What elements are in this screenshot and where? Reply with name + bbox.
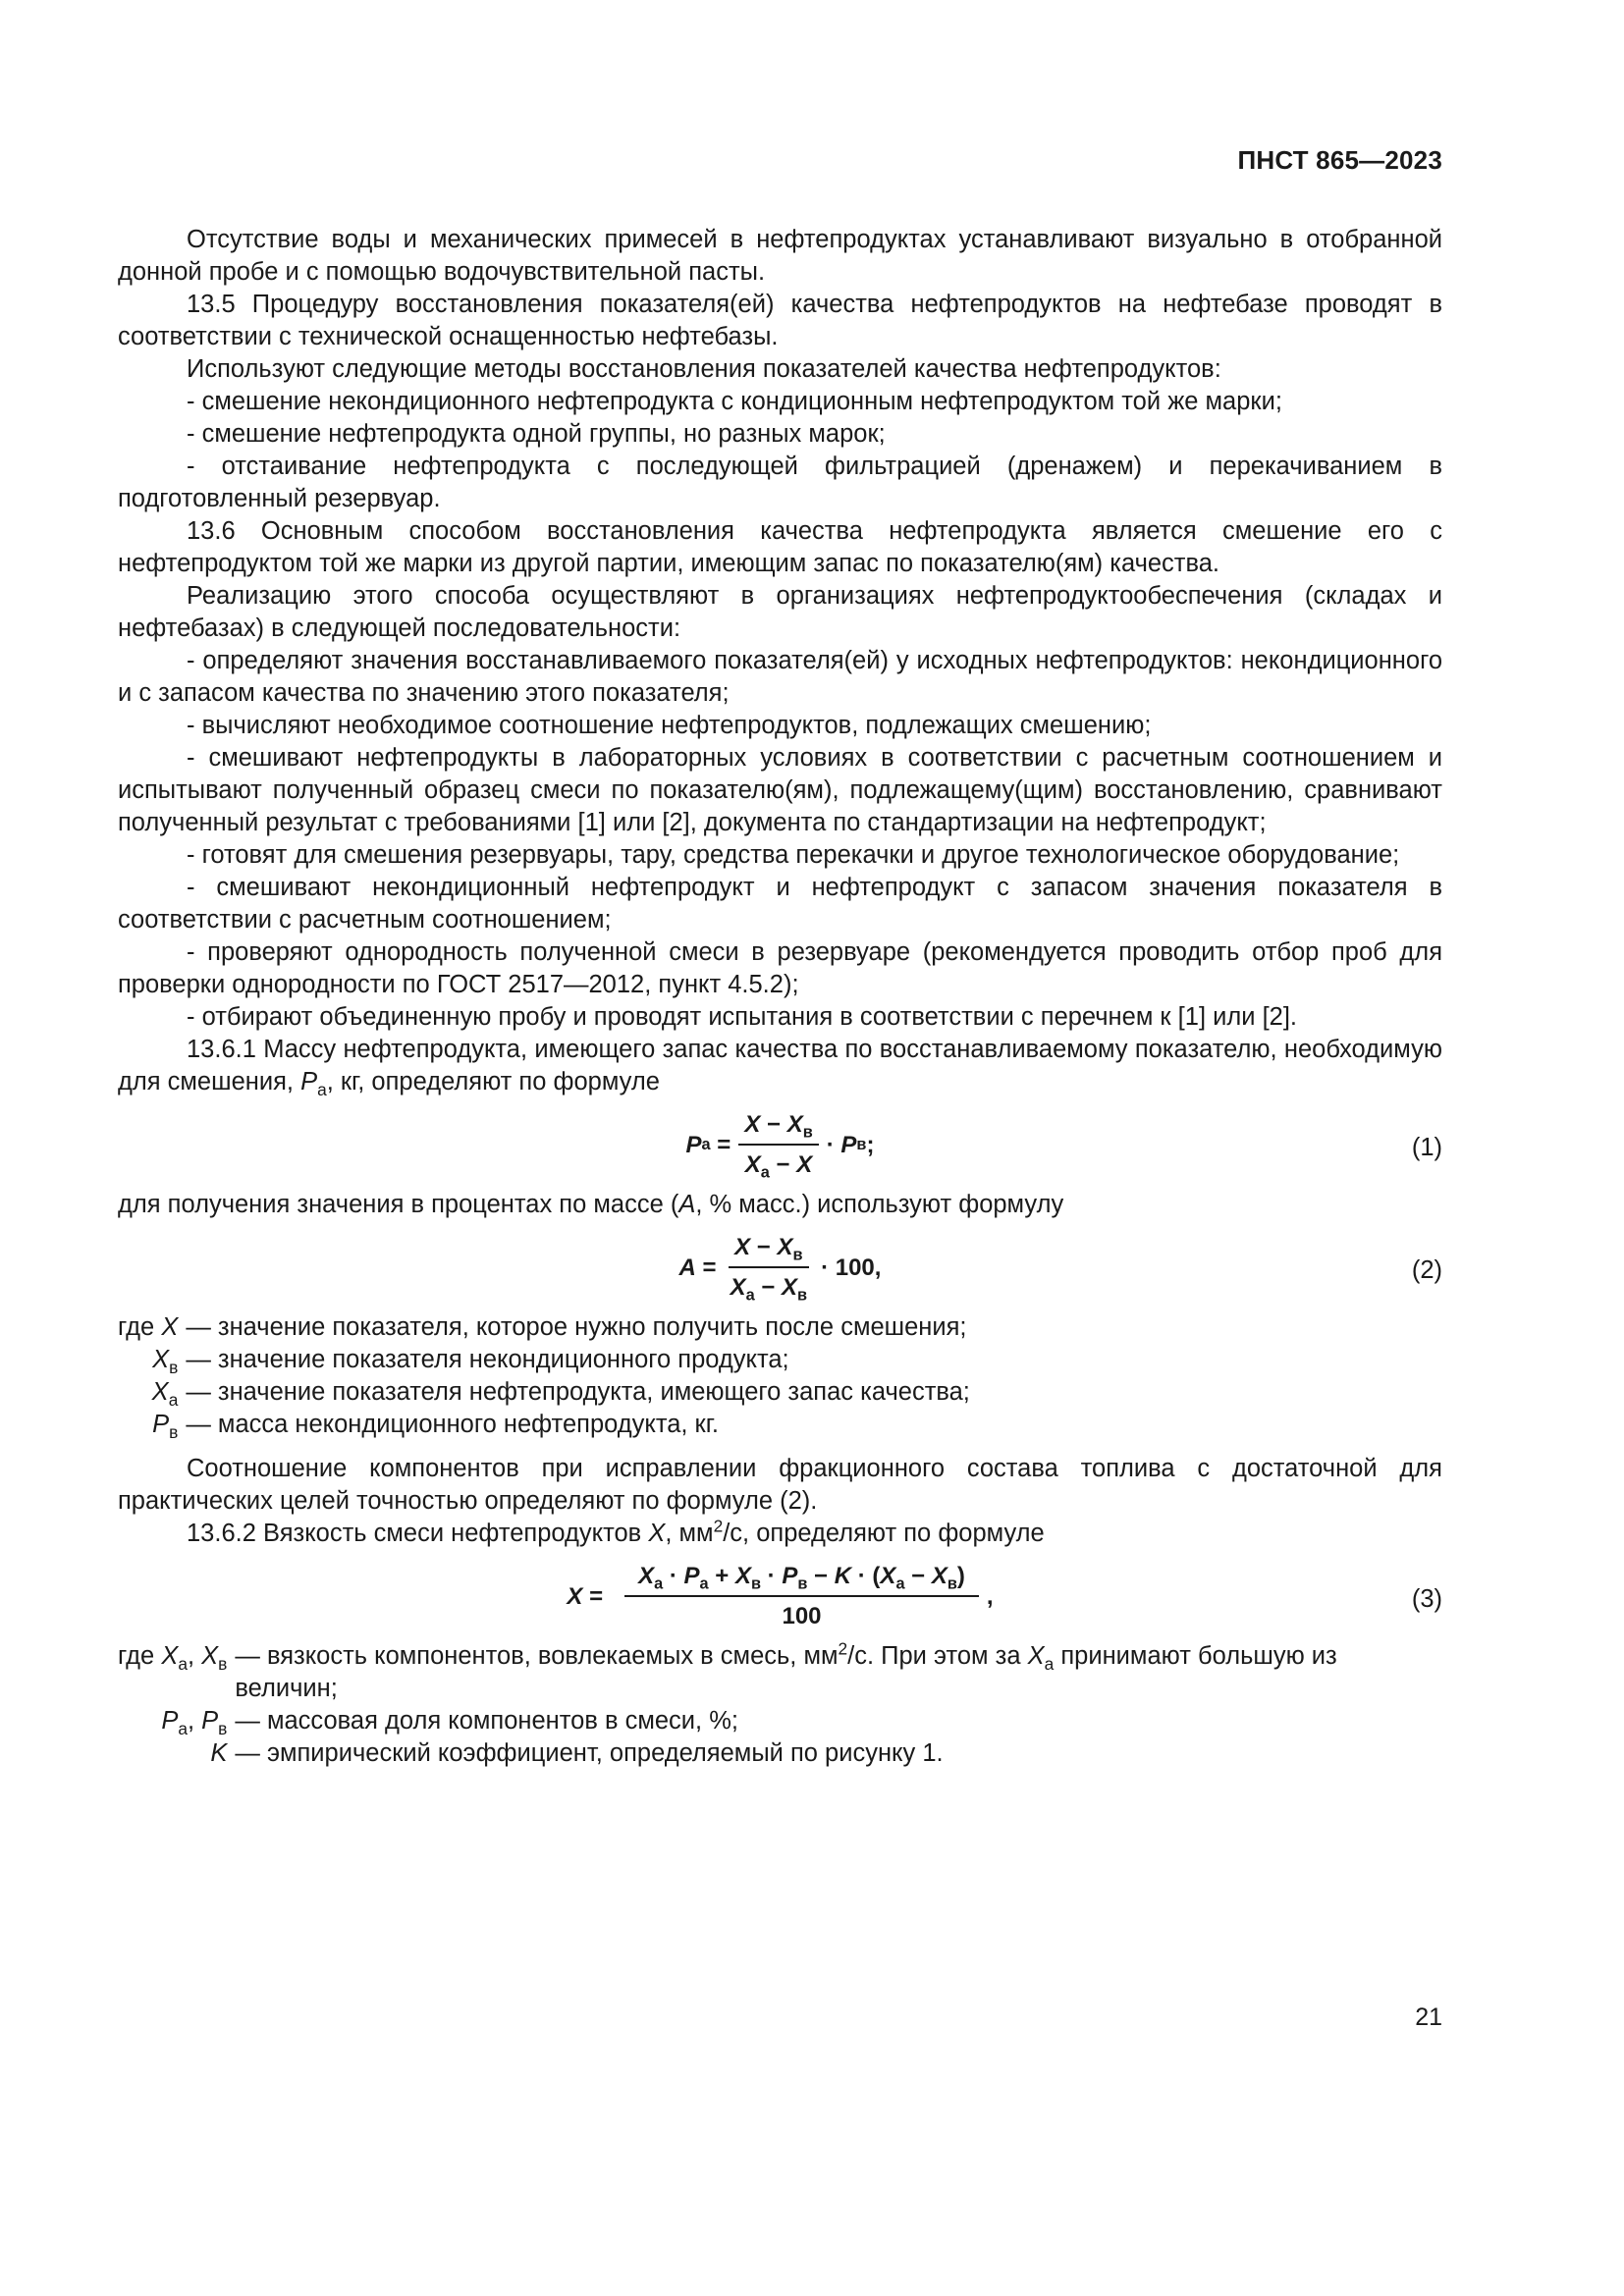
formula-number: (1) (1411, 1134, 1442, 1161)
legend-symbol: где $X_а$, $X_в$ (118, 1642, 228, 1675)
list-item: - вычисляют необходимое соотношение нефтепродуктов, подлежащих смешению; (187, 712, 1152, 739)
paragraph: Соотношение компонентов при исправлении фракционного состава топлива с достаточной для практических целей точностью определяют по формуле (2). (118, 1455, 1442, 1515)
legend-definition: — эмпирический коэффициент, определяемый по рисунку 1. (235, 1739, 944, 1767)
page-number: 21 (1415, 2003, 1442, 2031)
fraction: $\frac{X - X_в}{X_а - X_в}$ (725, 1231, 814, 1304)
paragraph: 13.5 Процедуру восстановления показателя(ей) качества нефтепродуктов на нефтебазе проводят в соответствии с технической оснащенностью нефтебазы. (118, 291, 1442, 350)
fraction: $\frac{X - X_в}{X_а - X}$ (738, 1108, 818, 1181)
fraction: $\frac{X_а \cdot P_а + X_в \cdot P_в - K \cdot (X_а - X_в)}{100}$ (624, 1560, 979, 1632)
formula-legend-2 (118, 1640, 1442, 1770)
list-item: - отстаивание нефтепродукта с последующей фильтрацией (дренажем) и перекачиванием в подготовленный резервуар. (118, 453, 1442, 512)
document-id-header: ПНСТ 865—2023 (1237, 145, 1442, 175)
formula-1 (118, 1108, 1442, 1183)
legend-symbol: K (210, 1739, 228, 1767)
formula-3-expression: X = $\frac{X_а \cdot P_а + X_в \cdot P_в - K \cdot (X_а - X_в)}{100}$ , (118, 1560, 1442, 1632)
legend-definition: — значение показателя некондиционного продукта; (186, 1346, 789, 1373)
list-item: - проверяют однородность полученной смеси в резервуаре (рекомендуется проводить отбор проб для проверки однородности по ГОСТ 2517—2012, пункт 4.5.2); (118, 938, 1442, 998)
legend-symbol: где X (118, 1313, 179, 1341)
list-item: - смешивают некондиционный нефтепродукт и нефтепродукт с запасом значения показателя в соответствии с расчетным соотношением; (118, 874, 1442, 934)
paragraph-13-6-1: 13.6.1 Массу нефтепродукта, имеющего запас качества по восстанавливаемому показателю, необходимую для смешения, $P_а$, кг, определяют по формуле (118, 1036, 1442, 1100)
formula-number: (3) (1411, 1585, 1442, 1613)
paragraph: Отсутствие воды и механических примесей в нефтепродуктах устанавливают визуально в отобранной донной пробе и с помощью водочувствительной пасты. (118, 226, 1442, 286)
legend-symbol: $X_в$ (152, 1346, 179, 1378)
formula-3 (118, 1560, 1442, 1634)
legend-definition: — массовая доля компонентов в смеси, %; (235, 1707, 738, 1735)
legend-symbol: $P_а$, $P_в$ (161, 1707, 228, 1739)
legend-definition: — масса некондиционного нефтепродукта, кг. (186, 1411, 719, 1438)
list-item: - отбирают объединенную пробу и проводят испытания в соответствии с перечнем к [1] или [2]. (187, 1003, 1298, 1031)
legend-definition: — вязкость компонентов, вовлекаемых в смесь, $мм^2/с$. При этом за $X_а$ принимают большую из величин; (235, 1638, 1337, 1702)
paragraph-13-6-2: 13.6.2 Вязкость смеси нефтепродуктов X, $мм^2/с$, определяют по формуле (187, 1516, 1045, 1547)
legend-symbol: $X_а$ (151, 1378, 179, 1411)
list-item: - определяют значения восстанавливаемого показателя(ей) у исходных нефтепродуктов: некондиционного и с запасом качества по значению этого показателя; (118, 647, 1442, 707)
legend-symbol: $P_в$ (152, 1411, 179, 1443)
formula-2 (118, 1231, 1442, 1306)
list-item: - готовят для смешения резервуары, тару, средства перекачки и другое технологическое оборудование; (187, 841, 1400, 869)
paragraph: Используют следующие методы восстановления показателей качества нефтепродуктов: (187, 355, 1221, 383)
legend-definition: — значение показателя нефтепродукта, имеющего запас качества; (186, 1378, 970, 1406)
formula-1-expression: P а = $\frac{X - X_в}{X_а - X}$ · P в ; (118, 1108, 1442, 1181)
list-item: - смешивают нефтепродукты в лабораторных условиях в соответствии с расчетным соотношением и испытывают полученный образец смеси по показателю(ям), подлежащему(щим) восстановлению, сравнивают полученный результат с требованиями [1] или [2], документа по стандартизации на нефтепродукт; (118, 744, 1442, 836)
list-item: - смешение нефтепродукта одной группы, но разных марок; (187, 420, 886, 448)
paragraph: Реализацию этого способа осуществляют в организациях нефтепродуктообеспечения (складах и нефтебазах) в следующей последовательности: (118, 582, 1442, 642)
formula-legend-1 (118, 1311, 1442, 1441)
formula-2-expression: A = $\frac{X - X_в}{X_а - X_в}$ · 100, (118, 1231, 1442, 1304)
paragraph: 13.6 Основным способом восстановления качества нефтепродукта является смешение его с нефтепродуктом той же марки из другой партии, имеющим запас по показателю(ям) качества. (118, 517, 1442, 577)
legend-definition: — значение показателя, которое нужно получить после смешения; (186, 1313, 967, 1341)
document-body (118, 224, 1442, 1770)
formula-number: (2) (1411, 1256, 1442, 1284)
paragraph: для получения значения в процентах по массе (A, % масс.) используют формулу (118, 1191, 1064, 1218)
list-item: - смешение некондиционного нефтепродукта с кондиционным нефтепродуктом той же марки; (187, 388, 1282, 415)
